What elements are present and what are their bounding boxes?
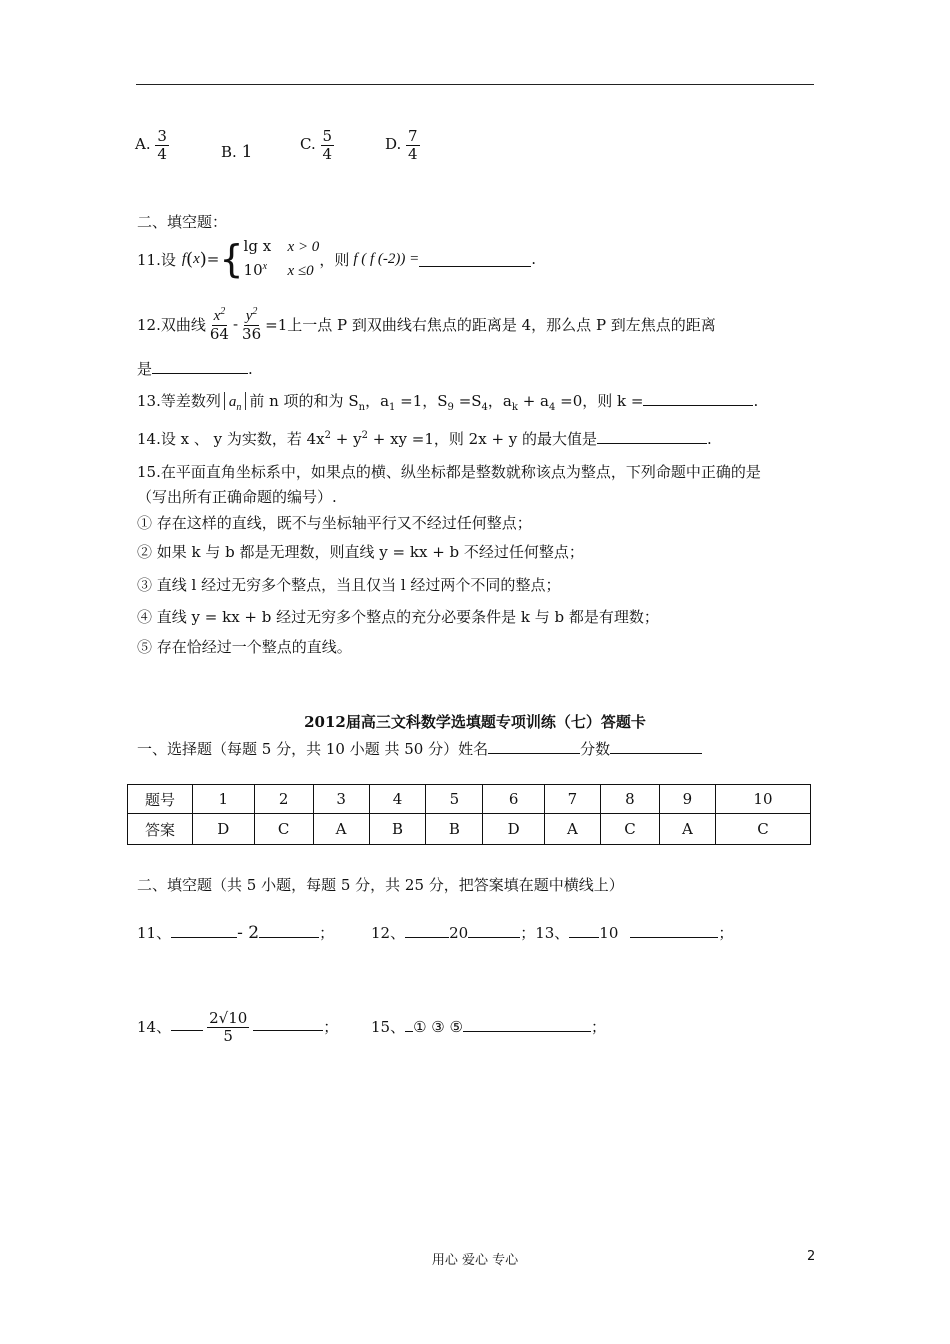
q11-composition: f ( f (-2)) = (353, 250, 420, 267)
q15-item-5: ⑤ 存在恰经过一个整点的直线。 (137, 638, 352, 656)
q11-blank[interactable] (419, 252, 531, 267)
fill-row-1 (137, 922, 334, 943)
question-12 (137, 301, 716, 347)
q13-seq: a (228, 394, 237, 410)
q11-case2-cond: x ≤0 (287, 263, 314, 279)
choice-d (385, 128, 420, 162)
a15-blank-lead (405, 1017, 413, 1032)
q13-a4sub: 4 (549, 402, 556, 413)
q13-s9sub: 9 (447, 402, 454, 413)
a14-blank-lead (171, 1016, 203, 1031)
choice-c-label: C. (300, 135, 316, 153)
choice-d-fraction (406, 128, 420, 162)
separator: ； (323, 1018, 339, 1036)
q12-text: =1上一点 P 到双曲线右焦点的距离是 4，那么点 P 到左焦点的距离 (265, 315, 716, 334)
q12-blank[interactable] (152, 359, 248, 374)
q11-case1-expr: lg x (243, 236, 272, 255)
answer-cell[interactable]: B (369, 814, 426, 845)
a13-answer[interactable]: 10 (599, 924, 619, 942)
a13-label: 13、 (535, 924, 570, 942)
q12-n1sup: 2 (220, 306, 226, 317)
choice-a-label: A. (135, 135, 151, 153)
q11-x: x (193, 250, 200, 267)
choice-a (135, 128, 169, 162)
q11-eq: = (206, 250, 220, 268)
q12-n2sup: 2 (252, 306, 258, 317)
q11-cases (244, 235, 320, 284)
q12-d2: 36 (242, 324, 262, 343)
a12-label: 12、 (371, 924, 406, 942)
q15-line2: （写出所有正确命题的编号）. (137, 488, 337, 506)
choice-c (300, 128, 334, 162)
separator: ； (520, 924, 536, 942)
a14-num: 2√10 (209, 1009, 248, 1027)
q15-item-2: ② 如果 k 与 b 都是无理数，则直线 y = kx + b 不经过任何整点； (137, 543, 584, 561)
a11-answer[interactable]: - 2 (237, 923, 260, 943)
q13-text5: =S (453, 392, 482, 410)
a12-answer[interactable]: 20 (449, 924, 469, 942)
table-row (128, 814, 811, 845)
name-field[interactable] (488, 739, 580, 754)
separator: ； (590, 1018, 606, 1036)
choice-c-fraction (321, 128, 335, 162)
table-cell: 6 (483, 785, 545, 814)
choice-b-label: B. (221, 143, 237, 161)
table-cell: 4 (369, 785, 426, 814)
q13-seqsub: n (236, 402, 242, 413)
q13-end: . (753, 392, 759, 410)
brace-icon: { (219, 237, 244, 281)
a14-den: 5 (223, 1026, 233, 1045)
a11-blank-lead (171, 923, 237, 938)
choice-b-value: 1 (241, 142, 253, 162)
answer-cell[interactable]: A (659, 814, 715, 845)
fill-row-2b (371, 1016, 606, 1037)
header-rule (136, 84, 814, 85)
q13-text2: 前 n 项的和为 S (249, 392, 359, 410)
q13-text3: ，a (365, 392, 390, 410)
q12-n2: y (245, 308, 253, 324)
score-field[interactable] (610, 739, 702, 754)
question-14 (137, 428, 712, 449)
q12-line2-prefix: 是 (137, 360, 153, 378)
q13-a1sub: 1 (389, 402, 396, 413)
q13-s4sub: 4 (481, 402, 488, 413)
answer-cell[interactable]: A (313, 814, 369, 845)
frac-den: 4 (157, 144, 167, 163)
answer-cell[interactable]: C (254, 814, 313, 845)
q12-n1: x (213, 308, 221, 324)
table-cell: 8 (600, 785, 659, 814)
q14-blank[interactable] (597, 429, 707, 444)
q14-end: . (707, 430, 712, 448)
q12-prefix: 12.双曲线 (137, 315, 206, 334)
choice-a-fraction (155, 128, 169, 162)
choice-d-label: D. (385, 135, 402, 153)
card-section1-text: 一、选择题（每题 5 分，共 10 小题 共 50 分）姓名 (137, 740, 489, 758)
frac-den: 4 (408, 144, 418, 163)
frac-num: 7 (408, 127, 418, 145)
section2-heading: 二、填空题： (137, 213, 228, 231)
q15-line1: 15.在平面直角坐标系中，如果点的横、纵坐标都是整数就称该点为整点，下列命题中正确的是 (137, 463, 761, 481)
table-cell: 9 (659, 785, 715, 814)
page-number: 2 (807, 1249, 816, 1264)
separator: ； (718, 924, 734, 942)
q12-minus: - (232, 315, 239, 333)
q11-prefix: 11.设 (137, 250, 176, 269)
q13-aksub: k (511, 402, 518, 413)
q12-frac2 (240, 306, 263, 342)
a13-blank-tail (630, 923, 718, 938)
q11-case2-sup: x (262, 261, 268, 272)
answer-cell[interactable]: C (600, 814, 659, 845)
table-cell: 3 (313, 785, 369, 814)
frac-num: 5 (322, 127, 333, 145)
score-label: 分数 (580, 740, 611, 758)
fill-row-1b (371, 922, 733, 943)
question-13 (137, 390, 758, 413)
question-12-line2 (137, 358, 253, 379)
a13-blank-lead (569, 923, 599, 938)
table-cell: 5 (426, 785, 483, 814)
q11-case1-cond: x > 0 (287, 238, 320, 255)
answer-cell[interactable]: A (544, 814, 600, 845)
a15-answer[interactable]: ① ③ ⑤ (413, 1018, 463, 1036)
table-cell: 7 (544, 785, 600, 814)
q15-item-3: ③ 直线 l 经过无穷多个整点，当且仅当 l 经过两个不同的整点； (137, 576, 561, 594)
answer-cell[interactable]: C (715, 814, 810, 845)
q14-sup2: 2 (361, 430, 368, 441)
choice-b (221, 142, 252, 162)
card-section2: 二、填空题（共 5 小题，每题 5 分，共 25 分，把答案填在题中横线上） (137, 876, 624, 894)
a14-label: 14、 (137, 1018, 172, 1036)
q12-frac1 (208, 306, 231, 342)
answer-table (127, 784, 811, 845)
q13-text7: + a (517, 392, 549, 410)
answer-cell[interactable]: D (483, 814, 545, 845)
table-cell: 1 (193, 785, 255, 814)
row1-header: 题号 (128, 785, 193, 814)
q14-text1: 14.设 x 、 y 为实数，若 4x (137, 430, 325, 448)
q15-item-4: ④ 直线 y = kx + b 经过无穷多个整点的充分必要条件是 k 与 b 都是有理数； (137, 608, 659, 626)
a15-blank-tail (463, 1017, 591, 1032)
a14-blank-tail (253, 1016, 323, 1031)
q14-text2: + y (331, 430, 362, 448)
table-row (128, 785, 811, 814)
q14-sup1: 2 (324, 430, 332, 441)
table-cell: 10 (715, 785, 810, 814)
frac-den: 4 (322, 144, 333, 163)
a15-label: 15、 (371, 1018, 406, 1036)
q11-mid: ，则 (319, 250, 350, 269)
frac-num: 3 (157, 127, 167, 145)
a12-blank-lead (405, 923, 449, 938)
q12-end: . (248, 360, 253, 378)
a12-blank-tail (468, 923, 520, 938)
q13-text1: 13.等差数列 (137, 392, 221, 410)
answer-cell[interactable]: D (193, 814, 255, 845)
a14-answer[interactable] (207, 1010, 249, 1044)
q14-text3: + xy =1，则 2x + y 的最大值是 (367, 430, 598, 448)
q12-d1: 64 (209, 324, 229, 343)
q11-end: . (531, 250, 537, 268)
table-cell: 2 (254, 785, 313, 814)
q11-case2-expr: 10 (243, 261, 263, 279)
q13-text2sub: n (358, 402, 366, 413)
q13-blank[interactable] (643, 391, 753, 406)
q15-item-1: ① 存在这样的直线，既不与坐标轴平行又不经过任何整点； (137, 514, 532, 532)
q13-text8: =0，则 k = (555, 392, 644, 410)
row2-header: 答案 (128, 814, 193, 845)
answer-cell[interactable]: B (426, 814, 483, 845)
footer-text: 用心 爱心 专心 (431, 1253, 519, 1268)
q13-text4: =1，S (395, 392, 448, 410)
a11-blank-tail (259, 923, 319, 938)
fill-row-2 (137, 1010, 338, 1044)
question-11: 11.设 f ( x ) = { lg x x > 0 10$^x$ x ≤0 ，则 f ( f (-2)) = . (137, 236, 536, 282)
q11-f: f (181, 250, 187, 267)
q13-text6: ，a (487, 392, 512, 410)
card-title: 2012届高三文科数学选填题专项训练（七）答题卡 (304, 713, 646, 731)
card-section1 (137, 738, 702, 759)
a11-label: 11、 (137, 924, 172, 942)
separator: ； (319, 924, 335, 942)
